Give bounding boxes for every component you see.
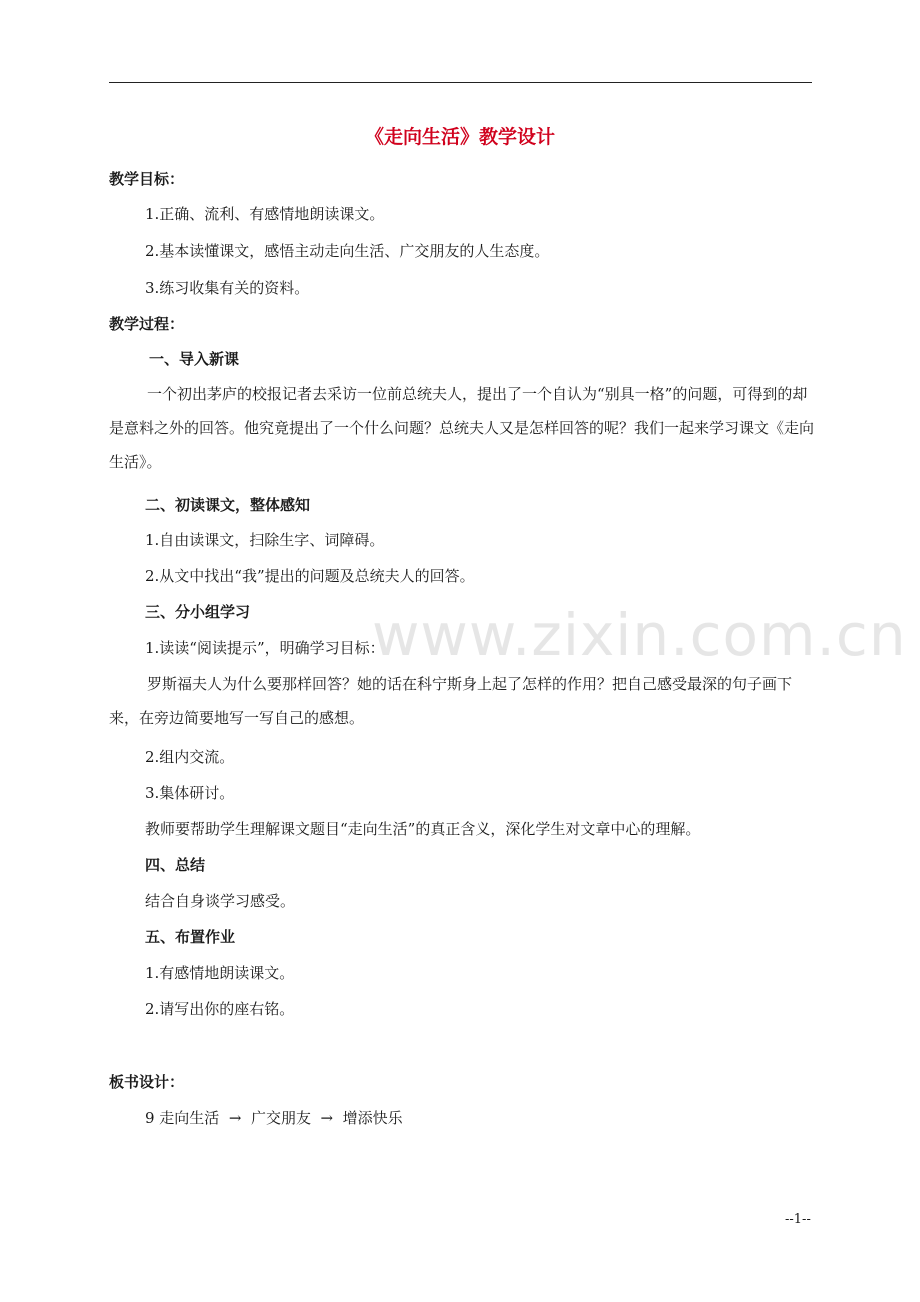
page-number: --1-- — [785, 1212, 811, 1227]
section-heading: 五、布置作业 — [145, 928, 236, 946]
list-item: 2.组内交流。 — [145, 748, 235, 766]
teacher-note: 教师要帮助学生理解课文题目“走向生活”的真正含义，深化学生对文章中心的理解。 — [145, 820, 701, 838]
document-title: 《走向生活》教学设计 — [364, 126, 555, 148]
section-heading: 一、导入新课 — [149, 350, 240, 368]
list-item: 1.读读“阅读提示”，明确学习目标： — [145, 639, 385, 657]
section-heading: 三、分小组学习 — [145, 603, 251, 621]
goal-item: 2.基本读懂课文，感悟主动走向生活、广交朋友的人生态度。 — [145, 242, 550, 260]
intro-paragraph: 一个初出茅庐的校报记者去采访一位前总统夫人，提出了一个自认为“别具一格”的问题，可得到的却是意料之外的回答。他究竟提出了一个什么问题？总统夫人又是怎样回答的呢？我们一起来学习课文《走向生活》。 — [109, 385, 815, 471]
process-heading: 教学过程： — [109, 315, 185, 333]
board-line: 9 走向生活 → 广交朋友 → 增添快乐 — [145, 1109, 403, 1127]
board-heading: 板书设计： — [109, 1073, 185, 1091]
list-item: 2.从文中找出“我”提出的问题及总统夫人的回答。 — [145, 567, 475, 585]
goals-heading: 教学目标： — [109, 170, 185, 188]
section-heading: 二、初读课文，整体感知 — [145, 496, 311, 514]
list-item: 3.集体研讨。 — [145, 784, 235, 802]
question-paragraph: 罗斯福夫人为什么要那样回答？她的话在科宁斯身上起了怎样的作用？把自己感受最深的句子画下来，在旁边简要地写一写自己的感想。 — [109, 675, 793, 727]
list-item: 1.自由读课文，扫除生字、词障碍。 — [145, 531, 385, 549]
header-rule — [109, 82, 812, 83]
summary-text: 结合自身谈学习感受。 — [145, 892, 296, 910]
section-heading: 四、总结 — [145, 856, 206, 874]
goal-item: 1.正确、流利、有感情地朗读课文。 — [145, 205, 385, 223]
watermark: www.zixin.com.cn — [372, 601, 907, 669]
goal-item: 3.练习收集有关的资料。 — [145, 279, 310, 297]
list-item: 1.有感情地朗读课文。 — [145, 964, 295, 982]
list-item: 2.请写出你的座右铭。 — [145, 1000, 295, 1018]
